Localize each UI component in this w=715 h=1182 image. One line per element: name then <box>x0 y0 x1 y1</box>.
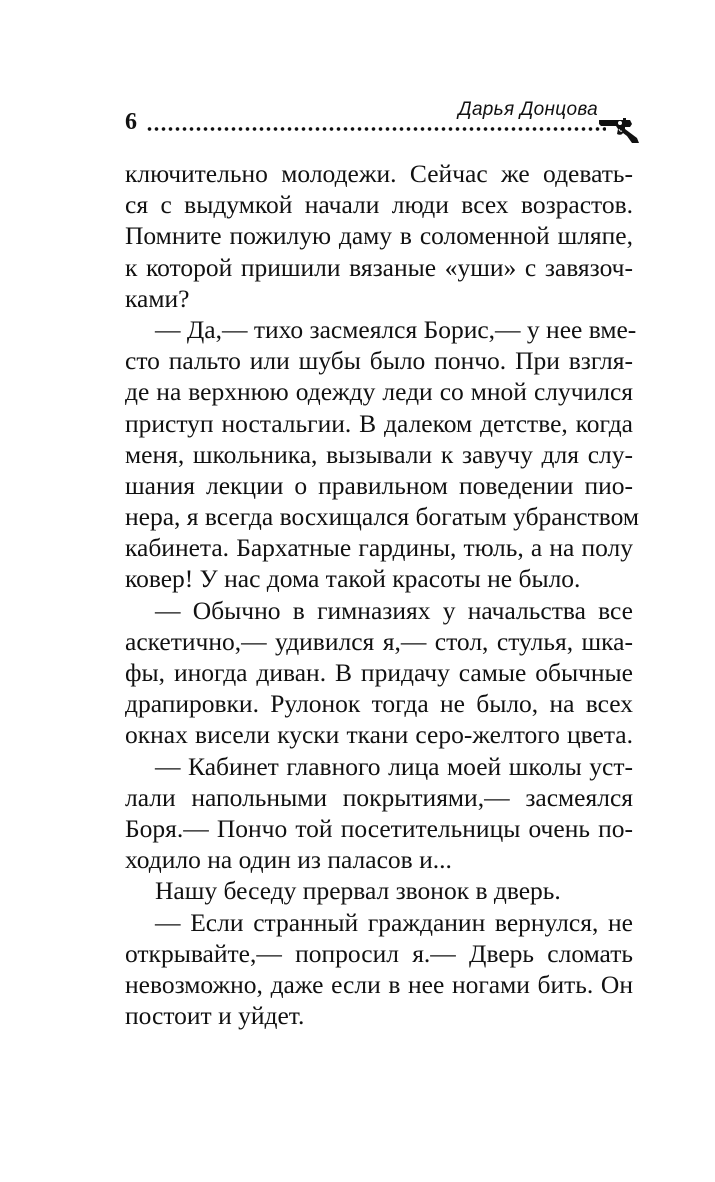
text-line: ходило на один из паласов и... <box>125 845 452 875</box>
text-line: — Да,— тихо засмеялся Борис,— у нее вме- <box>155 314 637 344</box>
text-line: приступ ностальгии. В далеком детстве, когда <box>125 408 633 438</box>
text-line: фы, иногда диван. В придачу самые обычные <box>125 658 633 687</box>
revolver-icon <box>599 116 643 144</box>
text-line: лали напольными покрытиями,— засмеялся <box>125 782 633 812</box>
text-line: Боря.— Пончо той посетительницы очень по- <box>125 813 633 843</box>
page-number: 6 <box>125 109 137 135</box>
text-line: ключительно молодежи. Сейчас же одевать- <box>125 159 633 188</box>
text-line: аскетично,— удивился я,— стол, стулья, шка- <box>125 626 633 656</box>
text-line: меня, школьника, вызывали к завучу для слу- <box>125 439 633 469</box>
text-line: ковер! У нас дома такой красоты не было. <box>125 564 581 594</box>
text-line: де на верхнюю одежду леди со мной случился <box>125 377 633 407</box>
text-line: сто пальто или шубы было пончо. При взгля- <box>125 346 633 376</box>
text-line: Помните пожилую даму в соломенной шляпе, <box>125 221 633 251</box>
text-line: ся с выдумкой начали люди всех возрастов. <box>125 190 633 220</box>
text-line: к которой пришили вязаные «уши» с завязоч- <box>125 252 633 282</box>
text-line: кабинета. Бархатные гардины, тюль, а на полу <box>125 533 633 563</box>
text-line: — Обычно в гимназиях у начальства все <box>155 595 633 625</box>
text-line: нера, я всегда восхищался богатым убранством <box>125 502 639 532</box>
text-line: окнах висели куски ткани серо-желтого цвета. <box>125 720 633 750</box>
running-header <box>125 98 640 148</box>
text-line: Нашу беседу прервал звонок в дверь. <box>155 876 561 906</box>
text-line: невозможно, даже если в нее ногами бить. Он <box>125 969 633 999</box>
text-line: ками? <box>125 283 190 313</box>
text-line: открывайте,— попросил я.— Дверь сломать <box>125 938 633 968</box>
author-name: Дарья Донцова <box>458 99 598 120</box>
text-line: драпировки. Рулонок тогда не было, на всех <box>125 689 633 719</box>
body-text <box>125 158 639 1031</box>
text-line: постоит и уйдет. <box>125 1001 305 1031</box>
text-line: — Кабинет главного лица моей школы уст- <box>155 751 633 781</box>
dotted-leader <box>146 126 606 132</box>
text-line: — Если странный гражданин вернулся, не <box>155 907 633 937</box>
text-line: шания лекции о правильном поведении пио- <box>125 470 633 500</box>
